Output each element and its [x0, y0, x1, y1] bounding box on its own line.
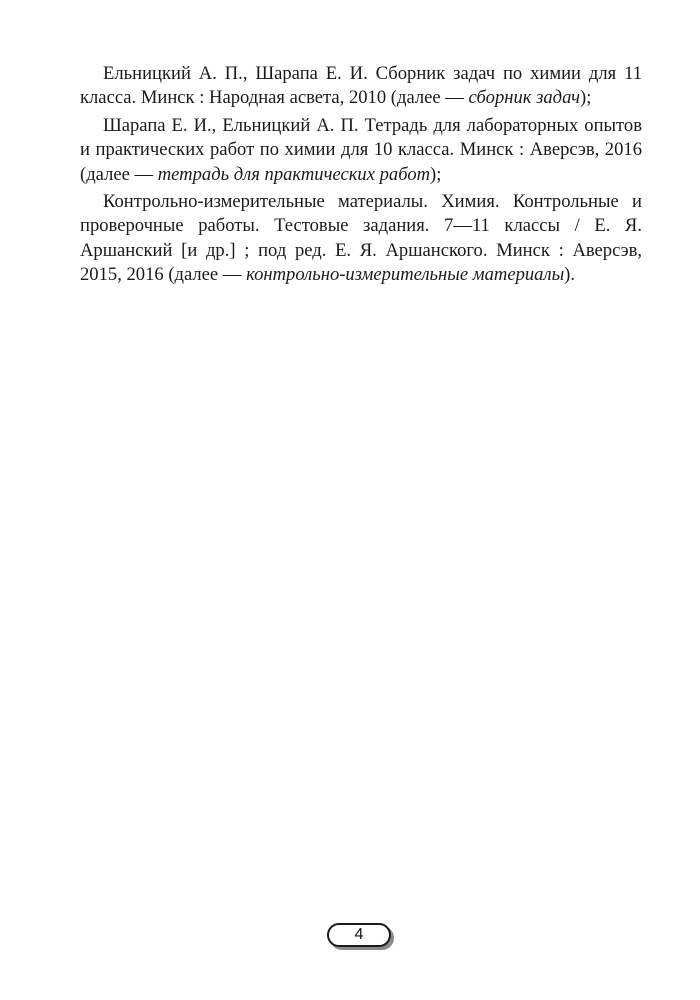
reference-short-name: тетрадь для практических работ: [157, 163, 431, 185]
reference-short-name: контрольно-измерительные материалы: [246, 264, 565, 286]
reference-short-name: сборник задач: [468, 87, 581, 109]
page-body: [80, 62, 642, 291]
reference-text: Ельницкий А. П., Шарапа Е. И. Сборник задач по химии для 11 класса. Минск : Народная асвета, 2010 (далее —: [80, 63, 642, 109]
reference-tail: ).: [564, 264, 576, 286]
reference-text: Контрольно-измерительные материалы. Химия. Контрольные и проверочные работы. Тестовые задания. 7—11 классы / Е. Я. Аршанский [и др.] ; под ред. Е. Я. Аршанского. Минск : Аверсэв, 2015, 2016 (далее —: [80, 191, 642, 286]
reference-item: [80, 190, 642, 288]
page-number: 4: [354, 926, 364, 943]
reference-tail: );: [430, 163, 442, 185]
reference-item: [80, 62, 642, 111]
reference-item: [80, 114, 642, 187]
page-number-badge: [327, 923, 391, 947]
reference-tail: );: [580, 87, 592, 109]
reference-text: Шарапа Е. И., Ельницкий А. П. Тетрадь для лабораторных опытов и практических работ по химии для 10 класса. Минск : Аверсэв, 2016 (далее —: [80, 114, 642, 185]
